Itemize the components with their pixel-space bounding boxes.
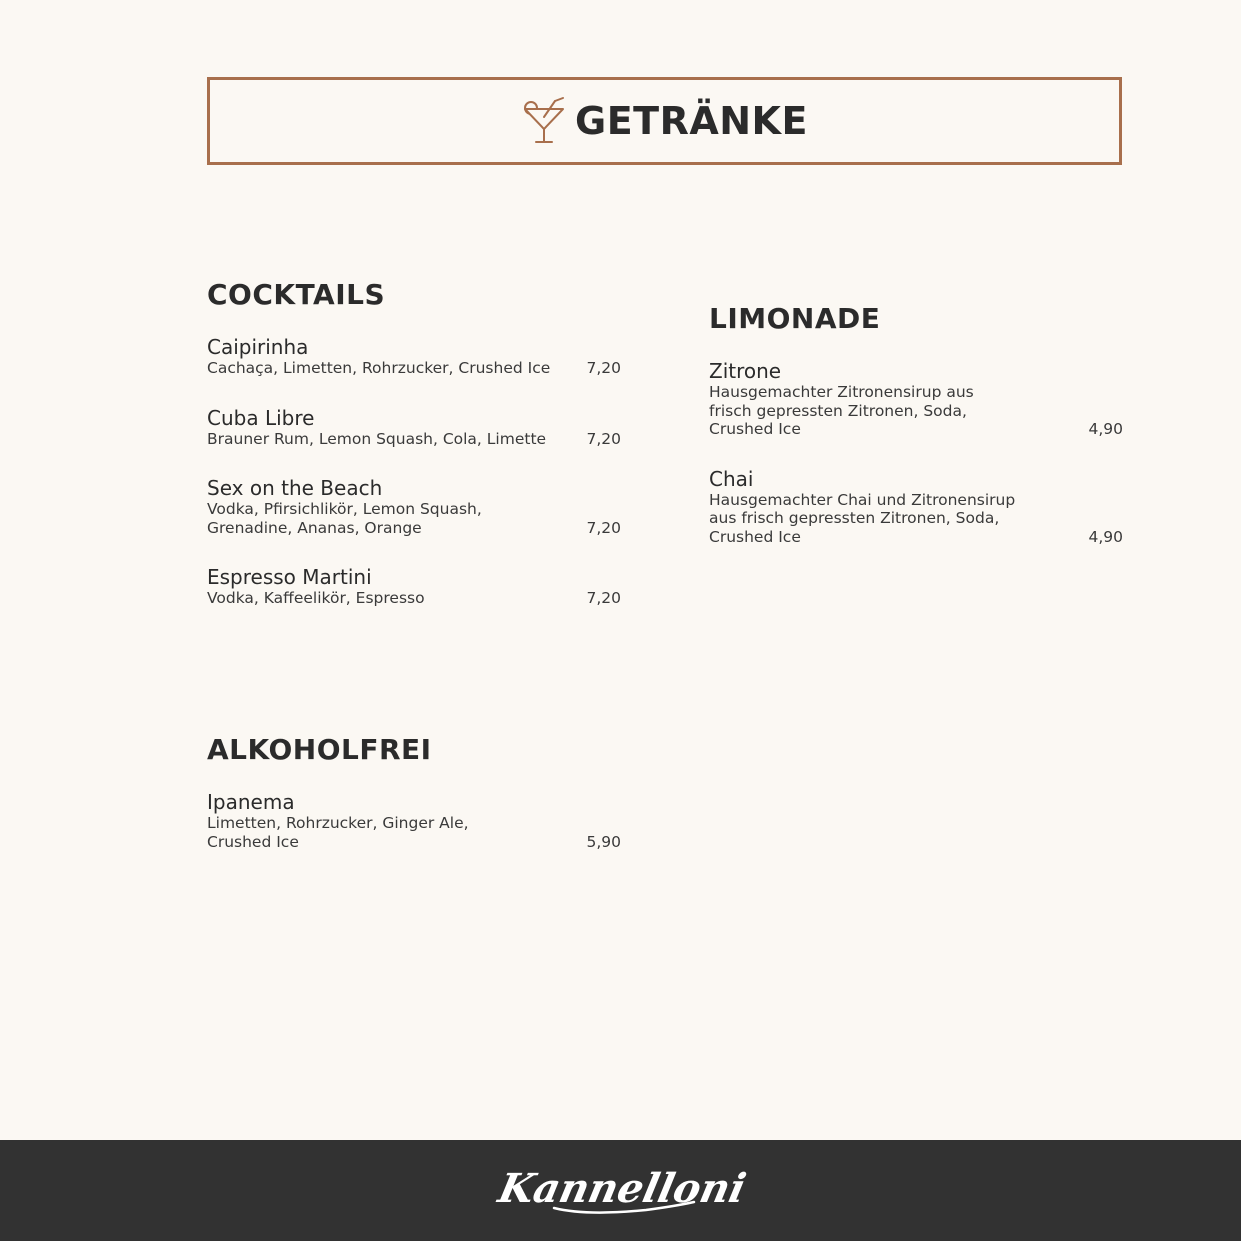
item-description: Vodka, Kaffeelikör, Espresso bbox=[207, 589, 425, 607]
menu-item bbox=[709, 359, 1123, 439]
menu-item bbox=[709, 467, 1123, 547]
item-price: 4,90 bbox=[1088, 527, 1123, 546]
item-price: 7,20 bbox=[586, 589, 621, 607]
item-name: Zitrone bbox=[709, 359, 782, 383]
menu-item bbox=[207, 476, 621, 537]
item-description: Brauner Rum, Lemon Squash, Cola, Limette bbox=[207, 429, 547, 448]
cocktail-glass-icon bbox=[521, 95, 567, 145]
item-description: Hausgemachter Chai und Zitronensirup aus frisch gepressten Zitronen, Soda, Crushed Ice bbox=[709, 490, 1016, 546]
item-name: Chai bbox=[709, 466, 754, 491]
item-price: 7,20 bbox=[586, 518, 621, 537]
menu-item bbox=[207, 335, 621, 378]
item-name: Cuba Libre bbox=[207, 405, 315, 430]
item-name: Espresso Martini bbox=[207, 565, 372, 589]
footer bbox=[0, 1140, 1241, 1241]
item-description: Vodka, Pfirsichlikör, Lemon Squash, Grenadine, Ananas, Orange bbox=[207, 500, 482, 537]
item-name: Sex on the Beach bbox=[207, 476, 383, 500]
item-description: Limetten, Rohrzucker, Ginger Ale, Crushed Ice bbox=[207, 814, 469, 851]
section-title: ALKOHOLFREI bbox=[207, 733, 432, 766]
section-limonade bbox=[709, 303, 1123, 546]
item-name: Ipanema bbox=[207, 790, 295, 814]
item-price: 7,20 bbox=[586, 429, 621, 448]
title-box bbox=[207, 77, 1122, 165]
menu-item bbox=[207, 406, 621, 449]
item-price: 7,20 bbox=[586, 359, 621, 377]
menu-item bbox=[207, 790, 621, 851]
item-price: 4,90 bbox=[1088, 420, 1123, 438]
svg-text:Kannelloni: Kannelloni bbox=[493, 1163, 750, 1212]
item-name: Caipirinha bbox=[207, 335, 309, 359]
item-description: Hausgemachter Zitronensirup aus frisch gepressten Zitronen, Soda, Crushed Ice bbox=[709, 383, 974, 438]
brand-logo bbox=[493, 1156, 750, 1226]
menu-item bbox=[207, 565, 621, 608]
item-price: 5,90 bbox=[586, 832, 621, 851]
page-title: GETRÄNKE bbox=[575, 99, 808, 143]
section-title: LIMONADE bbox=[709, 302, 881, 335]
item-description: Cachaça, Limetten, Rohrzucker, Crushed Ice bbox=[207, 359, 551, 377]
section-title: COCKTAILS bbox=[207, 278, 386, 311]
section-cocktails bbox=[207, 279, 621, 608]
section-alkoholfrei bbox=[207, 734, 621, 851]
